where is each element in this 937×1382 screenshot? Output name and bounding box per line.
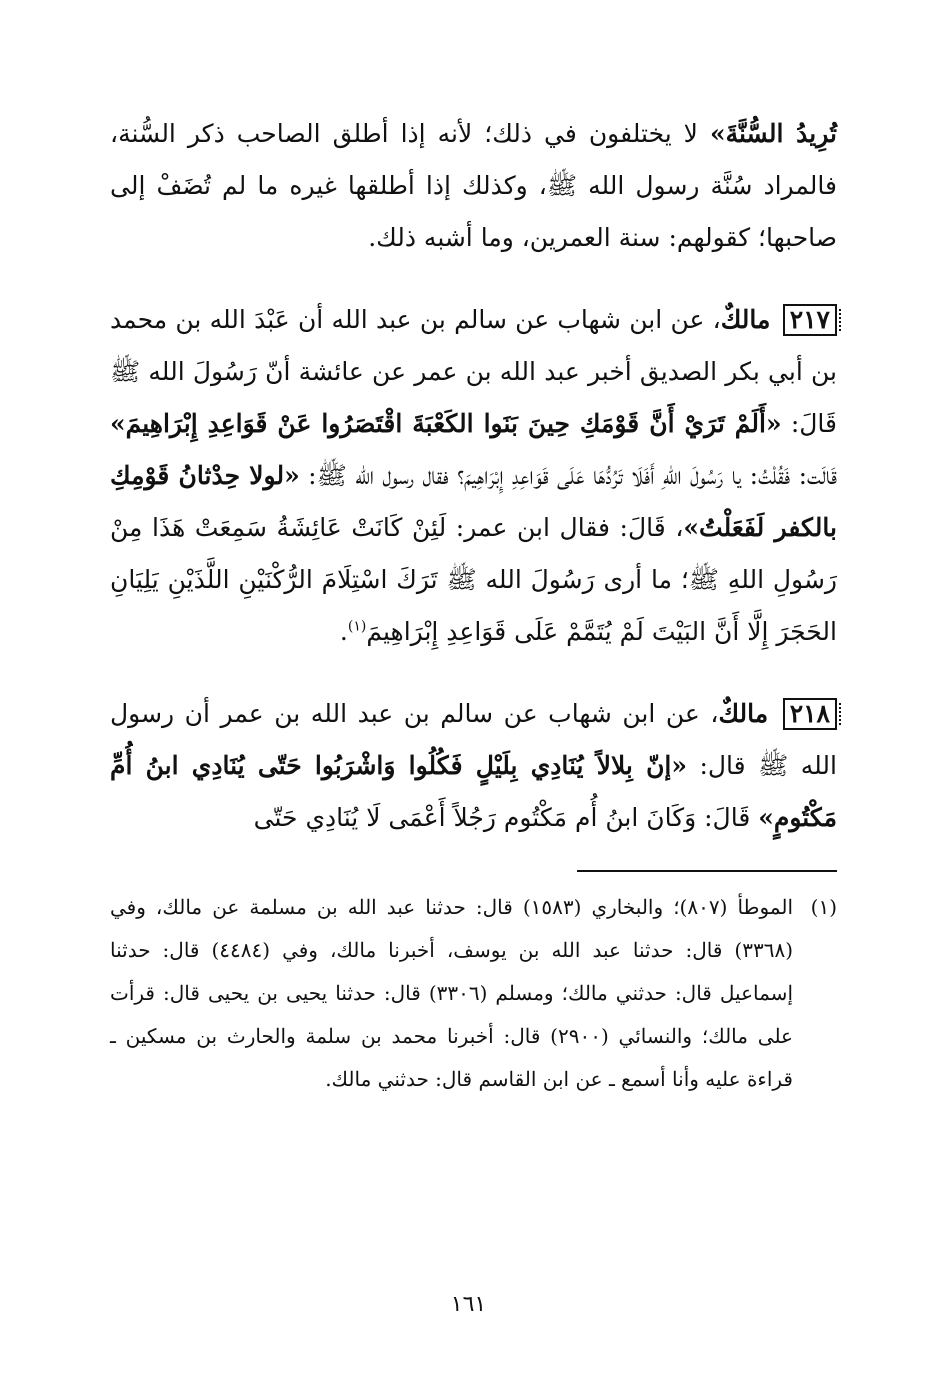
hadith-text: قَالَت: فَقُلْتُ: يا رَسُولَ اللهِ أَفَلَا تَرُدُّهَا عَلَى قَوَاعِدِ إِبْرَاهِيمَ؟ فقال رسول الله ﷺ: [299,461,837,490]
intro-bold-start: تُرِيدُ السُّنَّةَ» [709,119,837,148]
hadith-text: قَالَ: وَكَانَ ابنُ أُم مَكْتُوم رَجُلاً أَعْمَى لَا يُنَادِي حَتّى [253,803,759,832]
paragraph-gap [110,658,837,688]
hadith-quote: «إنّ بِلالاً يُنَادِي بِلَيْلٍ فَكُلُوا وَاشْرَبُوا حَتّى يُنَادِي ابنُ أُمِّ مَكْتُومٍ» [110,751,837,832]
intro-paragraph [110,108,837,264]
footnote [110,886,837,1101]
hadith-218-paragraph [110,688,837,844]
hadith-text: ، قَالَ: فقال ابن عمر: لَئِنْ كَانَتْ عَائِشَةُ سَمِعَتْ هَذَا مِنْ رَسُولِ اللهِ ﷺ؛ ما أرى رَسُولَ الله ﷺ تَرَكَ اسْتِلَامَ الرُّكْنَيْنِ اللَّذَيْنِ يَلِيَانِ الحَجَرَ إِلَّا أَنَّ البَيْتَ لَمْ يُتَمَّمْ عَلَى قَوَاعِدِ إِبْرَاهِيمَ [110,513,837,646]
footnote-text: الموطأ (٨٠٧)؛ والبخاري (١٥٨٣) قال: حدثنا عبد الله بن مسلمة عن مالك، وفي (٣٣٦٨) قال: حدثنا عبد الله بن يوسف، أخبرنا مالك، وفي (٤٤٨٤) قال: حدثنا إسماعيل قال: حدثني مالك؛ ومسلم (٣٣٠٦) قال: حدثنا يحيى بن يحيى قال: قرأت على مالك؛ والنسائي (٢٩٠٠) قال: أخبرنا محمد بن سلمة والحارث بن مسكين ـ قراءة عليه وأنا أسمع ـ عن ابن القاسم قال: حدثني مالك. [110,895,793,1091]
footnote-separator [577,870,837,872]
hadith-217-paragraph [110,294,837,658]
hadith-number-badge: ٢١٧ [783,304,837,336]
hadith-quote: «أَلَمْ تَرَيْ أَنَّ قَوْمَكِ حِينَ بَنَوا الكَعْبَةَ اقْتَصَرُوا عَنْ قَوَاعِدِ إِبْرَاهِيمَ» [110,409,782,438]
hadith-number-badge: ٢١٨ [783,698,837,730]
hadith-narrator: مالكٌ [718,699,769,728]
intro-text: لا يختلفون في ذلك؛ لأنه إذا أطلق الصاحب ذكر السُّنة، فالمراد سُنَّة رسول الله ﷺ، وكذلك إذا أطلقها غيره ما لم تُضَفْ إلى صاحبها؛ كقولهم: سنة العمرين، وما أشبه ذلك. [110,119,837,252]
page-number: ١٦١ [450,1292,487,1317]
hadith-narrator: مالكٌ [720,305,771,334]
hadith-text: ، عن ابن شهاب عن سالم بن عبد الله أن عَبْدَ الله بن محمد بن أبي بكر الصديق أخبر عبد الله بن عمر عن عائشة أنّ رَسُولَ الله ﷺ قَالَ: [110,305,837,438]
paragraph-gap [110,264,837,294]
hadith-end: . [339,617,348,646]
footnote-reference: (١) [347,618,367,635]
hadith-quote: «لولا حِدْثانُ قَوْمِكِ بالكفر لَفَعَلْتُ» [110,461,837,542]
page-body [110,108,837,1382]
footnote-mark: (١) [810,895,837,919]
hadith-text: ، عن ابن شهاب عن سالم بن عبد الله بن عمر أن رسول الله ﷺ قال: [110,699,837,780]
